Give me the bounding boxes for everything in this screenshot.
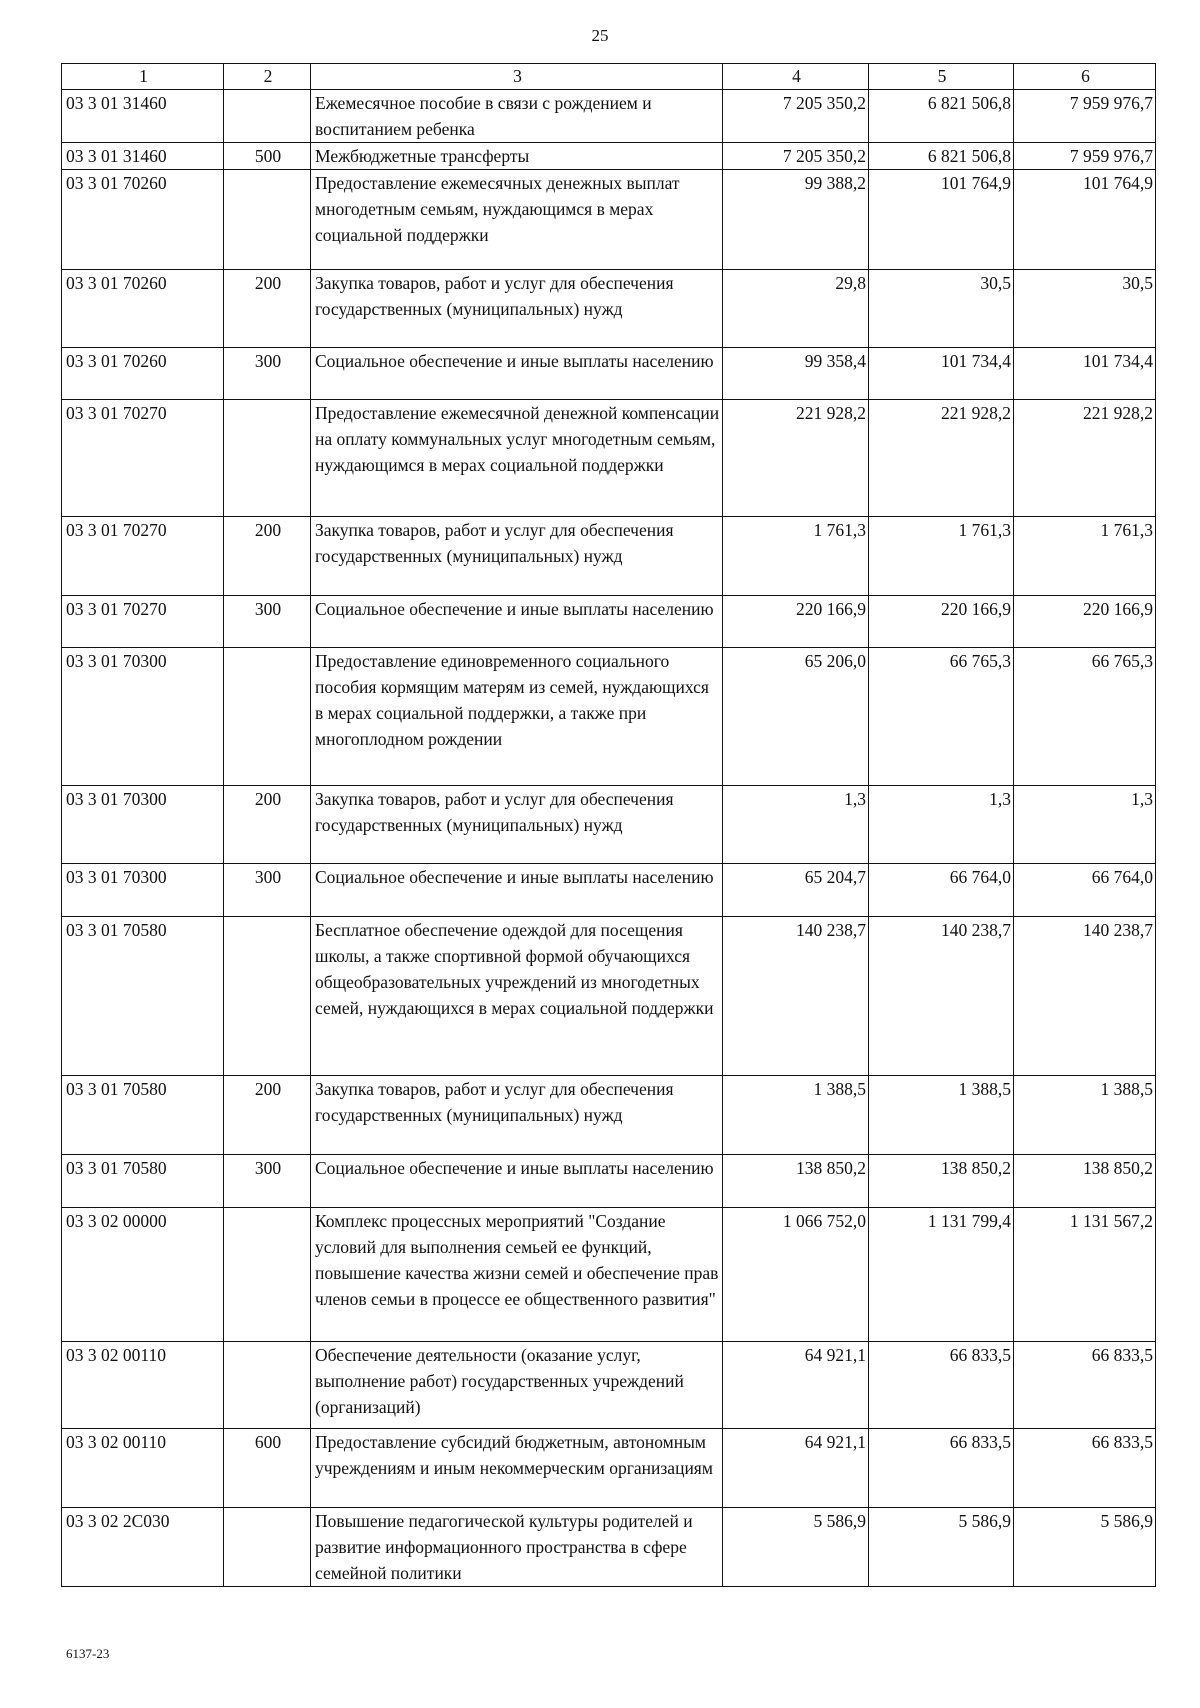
cell-code: 03 3 01 70300 — [62, 864, 224, 917]
cell-expense-type: 300 — [224, 1155, 311, 1208]
cell-amount-3: 66 833,5 — [1014, 1429, 1156, 1508]
cell-code: 03 3 01 70260 — [62, 270, 224, 348]
cell-name: Повышение педагогической культуры родителей и развитие информационного пространства в сфере семейной политики — [311, 1508, 723, 1587]
cell-name: Социальное обеспечение и иные выплаты населению — [311, 1155, 723, 1208]
table-row — [62, 786, 1156, 864]
cell-code: 03 3 01 70260 — [62, 170, 224, 270]
cell-code: 03 3 01 70580 — [62, 1155, 224, 1208]
cell-name: Закупка товаров, работ и услуг для обеспечения государственных (муниципальных) нужд — [311, 517, 723, 596]
cell-amount-3: 30,5 — [1014, 270, 1156, 348]
cell-expense-type — [224, 648, 311, 786]
cell-amount-3: 221 928,2 — [1014, 400, 1156, 517]
cell-amount-1: 99 358,4 — [723, 348, 869, 400]
table-row — [62, 648, 1156, 786]
table-row — [62, 596, 1156, 648]
table-row — [62, 400, 1156, 517]
cell-amount-3: 66 833,5 — [1014, 1342, 1156, 1429]
cell-code: 03 3 01 70270 — [62, 596, 224, 648]
cell-expense-type: 600 — [224, 1429, 311, 1508]
cell-name: Межбюджетные трансферты — [311, 143, 723, 170]
column-header-amount-2: 5 — [869, 64, 1014, 90]
cell-expense-type — [224, 90, 311, 143]
cell-amount-1: 220 166,9 — [723, 596, 869, 648]
cell-code: 03 3 02 00110 — [62, 1429, 224, 1508]
cell-name: Социальное обеспечение и иные выплаты населению — [311, 596, 723, 648]
table-row — [62, 1076, 1156, 1155]
cell-amount-2: 66 833,5 — [869, 1429, 1014, 1508]
cell-amount-3: 101 734,4 — [1014, 348, 1156, 400]
column-header-code: 1 — [62, 64, 224, 90]
table-row — [62, 270, 1156, 348]
cell-amount-1: 7 205 350,2 — [723, 90, 869, 143]
cell-code: 03 3 01 70270 — [62, 400, 224, 517]
cell-code: 03 3 01 31460 — [62, 143, 224, 170]
cell-amount-2: 6 821 506,8 — [869, 90, 1014, 143]
cell-name: Социальное обеспечение и иные выплаты населению — [311, 348, 723, 400]
cell-name: Социальное обеспечение и иные выплаты населению — [311, 864, 723, 917]
table-row — [62, 348, 1156, 400]
cell-name: Предоставление единовременного социального пособия кормящим матерям из семей, нуждающихся в мерах социальной поддержки, а также при многоплодном рождении — [311, 648, 723, 786]
cell-expense-type: 200 — [224, 786, 311, 864]
cell-amount-2: 140 238,7 — [869, 917, 1014, 1076]
cell-amount-2: 1,3 — [869, 786, 1014, 864]
cell-amount-2: 1 131 799,4 — [869, 1208, 1014, 1342]
budget-table — [61, 63, 1156, 1587]
cell-amount-2: 101 764,9 — [869, 170, 1014, 270]
cell-code: 03 3 02 00110 — [62, 1342, 224, 1429]
cell-code: 03 3 01 70300 — [62, 648, 224, 786]
cell-code: 03 3 02 2С030 — [62, 1508, 224, 1587]
cell-code: 03 3 01 70260 — [62, 348, 224, 400]
cell-amount-2: 5 586,9 — [869, 1508, 1014, 1587]
page-number: 25 — [591, 26, 609, 45]
cell-amount-2: 66 764,0 — [869, 864, 1014, 917]
cell-code: 03 3 01 70580 — [62, 1076, 224, 1155]
cell-amount-3: 220 166,9 — [1014, 596, 1156, 648]
cell-expense-type: 300 — [224, 596, 311, 648]
document-code: 6137-23 — [66, 1646, 110, 1661]
table-row — [62, 1155, 1156, 1208]
cell-expense-type: 200 — [224, 517, 311, 596]
cell-amount-3: 7 959 976,7 — [1014, 143, 1156, 170]
cell-amount-2: 66 833,5 — [869, 1342, 1014, 1429]
table-row — [62, 1342, 1156, 1429]
cell-amount-3: 1,3 — [1014, 786, 1156, 864]
cell-amount-1: 5 586,9 — [723, 1508, 869, 1587]
cell-name: Ежемесячное пособие в связи с рождением и воспитанием ребенка — [311, 90, 723, 143]
cell-code: 03 3 02 00000 — [62, 1208, 224, 1342]
cell-amount-3: 138 850,2 — [1014, 1155, 1156, 1208]
cell-amount-1: 1 388,5 — [723, 1076, 869, 1155]
table-header-row — [62, 64, 1156, 90]
cell-amount-1: 140 238,7 — [723, 917, 869, 1076]
column-header-amount-1: 4 — [723, 64, 869, 90]
cell-amount-2: 101 734,4 — [869, 348, 1014, 400]
cell-expense-type — [224, 1342, 311, 1429]
cell-amount-1: 221 928,2 — [723, 400, 869, 517]
cell-code: 03 3 01 70580 — [62, 917, 224, 1076]
cell-amount-1: 1 066 752,0 — [723, 1208, 869, 1342]
column-header-expense-type: 2 — [224, 64, 311, 90]
table-row — [62, 517, 1156, 596]
cell-amount-3: 1 388,5 — [1014, 1076, 1156, 1155]
table-row — [62, 864, 1156, 917]
cell-name: Предоставление ежемесячных денежных выплат многодетным семьям, нуждающимся в мерах социальной поддержки — [311, 170, 723, 270]
cell-amount-1: 64 921,1 — [723, 1342, 869, 1429]
cell-code: 03 3 01 70270 — [62, 517, 224, 596]
cell-amount-2: 1 761,3 — [869, 517, 1014, 596]
cell-amount-1: 65 206,0 — [723, 648, 869, 786]
cell-amount-2: 30,5 — [869, 270, 1014, 348]
table-row — [62, 1429, 1156, 1508]
cell-name: Закупка товаров, работ и услуг для обеспечения государственных (муниципальных) нужд — [311, 1076, 723, 1155]
cell-amount-2: 1 388,5 — [869, 1076, 1014, 1155]
cell-amount-3: 7 959 976,7 — [1014, 90, 1156, 143]
cell-amount-1: 65 204,7 — [723, 864, 869, 917]
table-row — [62, 143, 1156, 170]
column-header-amount-3: 6 — [1014, 64, 1156, 90]
table-row — [62, 917, 1156, 1076]
cell-name: Закупка товаров, работ и услуг для обеспечения государственных (муниципальных) нужд — [311, 270, 723, 348]
cell-expense-type — [224, 170, 311, 270]
cell-amount-2: 66 765,3 — [869, 648, 1014, 786]
cell-expense-type: 300 — [224, 864, 311, 917]
cell-name: Предоставление ежемесячной денежной компенсации на оплату коммунальных услуг многодетным семьям, нуждающимся в мерах социальной поддержки — [311, 400, 723, 517]
cell-expense-type: 200 — [224, 270, 311, 348]
cell-name: Бесплатное обеспечение одеждой для посещения школы, а также спортивной формой обучающихся общеобразовательных учреждений из многодетных семей, нуждающихся в мерах социальной поддержки — [311, 917, 723, 1076]
cell-expense-type — [224, 1508, 311, 1587]
cell-amount-1: 1,3 — [723, 786, 869, 864]
table-row — [62, 170, 1156, 270]
cell-amount-3: 140 238,7 — [1014, 917, 1156, 1076]
cell-expense-type: 500 — [224, 143, 311, 170]
column-header-name: 3 — [311, 64, 723, 90]
cell-amount-2: 220 166,9 — [869, 596, 1014, 648]
cell-code: 03 3 01 31460 — [62, 90, 224, 143]
cell-expense-type: 200 — [224, 1076, 311, 1155]
cell-amount-3: 66 764,0 — [1014, 864, 1156, 917]
cell-amount-1: 99 388,2 — [723, 170, 869, 270]
cell-name: Предоставление субсидий бюджетным, автономным учреждениям и иным некоммерческим организациям — [311, 1429, 723, 1508]
cell-expense-type: 300 — [224, 348, 311, 400]
cell-code: 03 3 01 70300 — [62, 786, 224, 864]
cell-amount-1: 29,8 — [723, 270, 869, 348]
cell-expense-type — [224, 1208, 311, 1342]
cell-amount-3: 1 131 567,2 — [1014, 1208, 1156, 1342]
cell-amount-1: 64 921,1 — [723, 1429, 869, 1508]
cell-expense-type — [224, 400, 311, 517]
cell-amount-3: 1 761,3 — [1014, 517, 1156, 596]
cell-amount-3: 101 764,9 — [1014, 170, 1156, 270]
cell-amount-2: 6 821 506,8 — [869, 143, 1014, 170]
cell-amount-3: 66 765,3 — [1014, 648, 1156, 786]
table-row — [62, 1208, 1156, 1342]
table-row — [62, 90, 1156, 143]
table-row — [62, 1508, 1156, 1587]
cell-amount-2: 221 928,2 — [869, 400, 1014, 517]
cell-amount-2: 138 850,2 — [869, 1155, 1014, 1208]
cell-name: Комплекс процессных мероприятий "Создание условий для выполнения семьей ее функций, повышение качества жизни семей и обеспечение прав членов семьи в процессе ее общественного развития" — [311, 1208, 723, 1342]
cell-amount-1: 7 205 350,2 — [723, 143, 869, 170]
cell-name: Обеспечение деятельности (оказание услуг, выполнение работ) государственных учреждений (организаций) — [311, 1342, 723, 1429]
cell-name: Закупка товаров, работ и услуг для обеспечения государственных (муниципальных) нужд — [311, 786, 723, 864]
cell-amount-1: 138 850,2 — [723, 1155, 869, 1208]
cell-expense-type — [224, 917, 311, 1076]
cell-amount-1: 1 761,3 — [723, 517, 869, 596]
cell-amount-3: 5 586,9 — [1014, 1508, 1156, 1587]
